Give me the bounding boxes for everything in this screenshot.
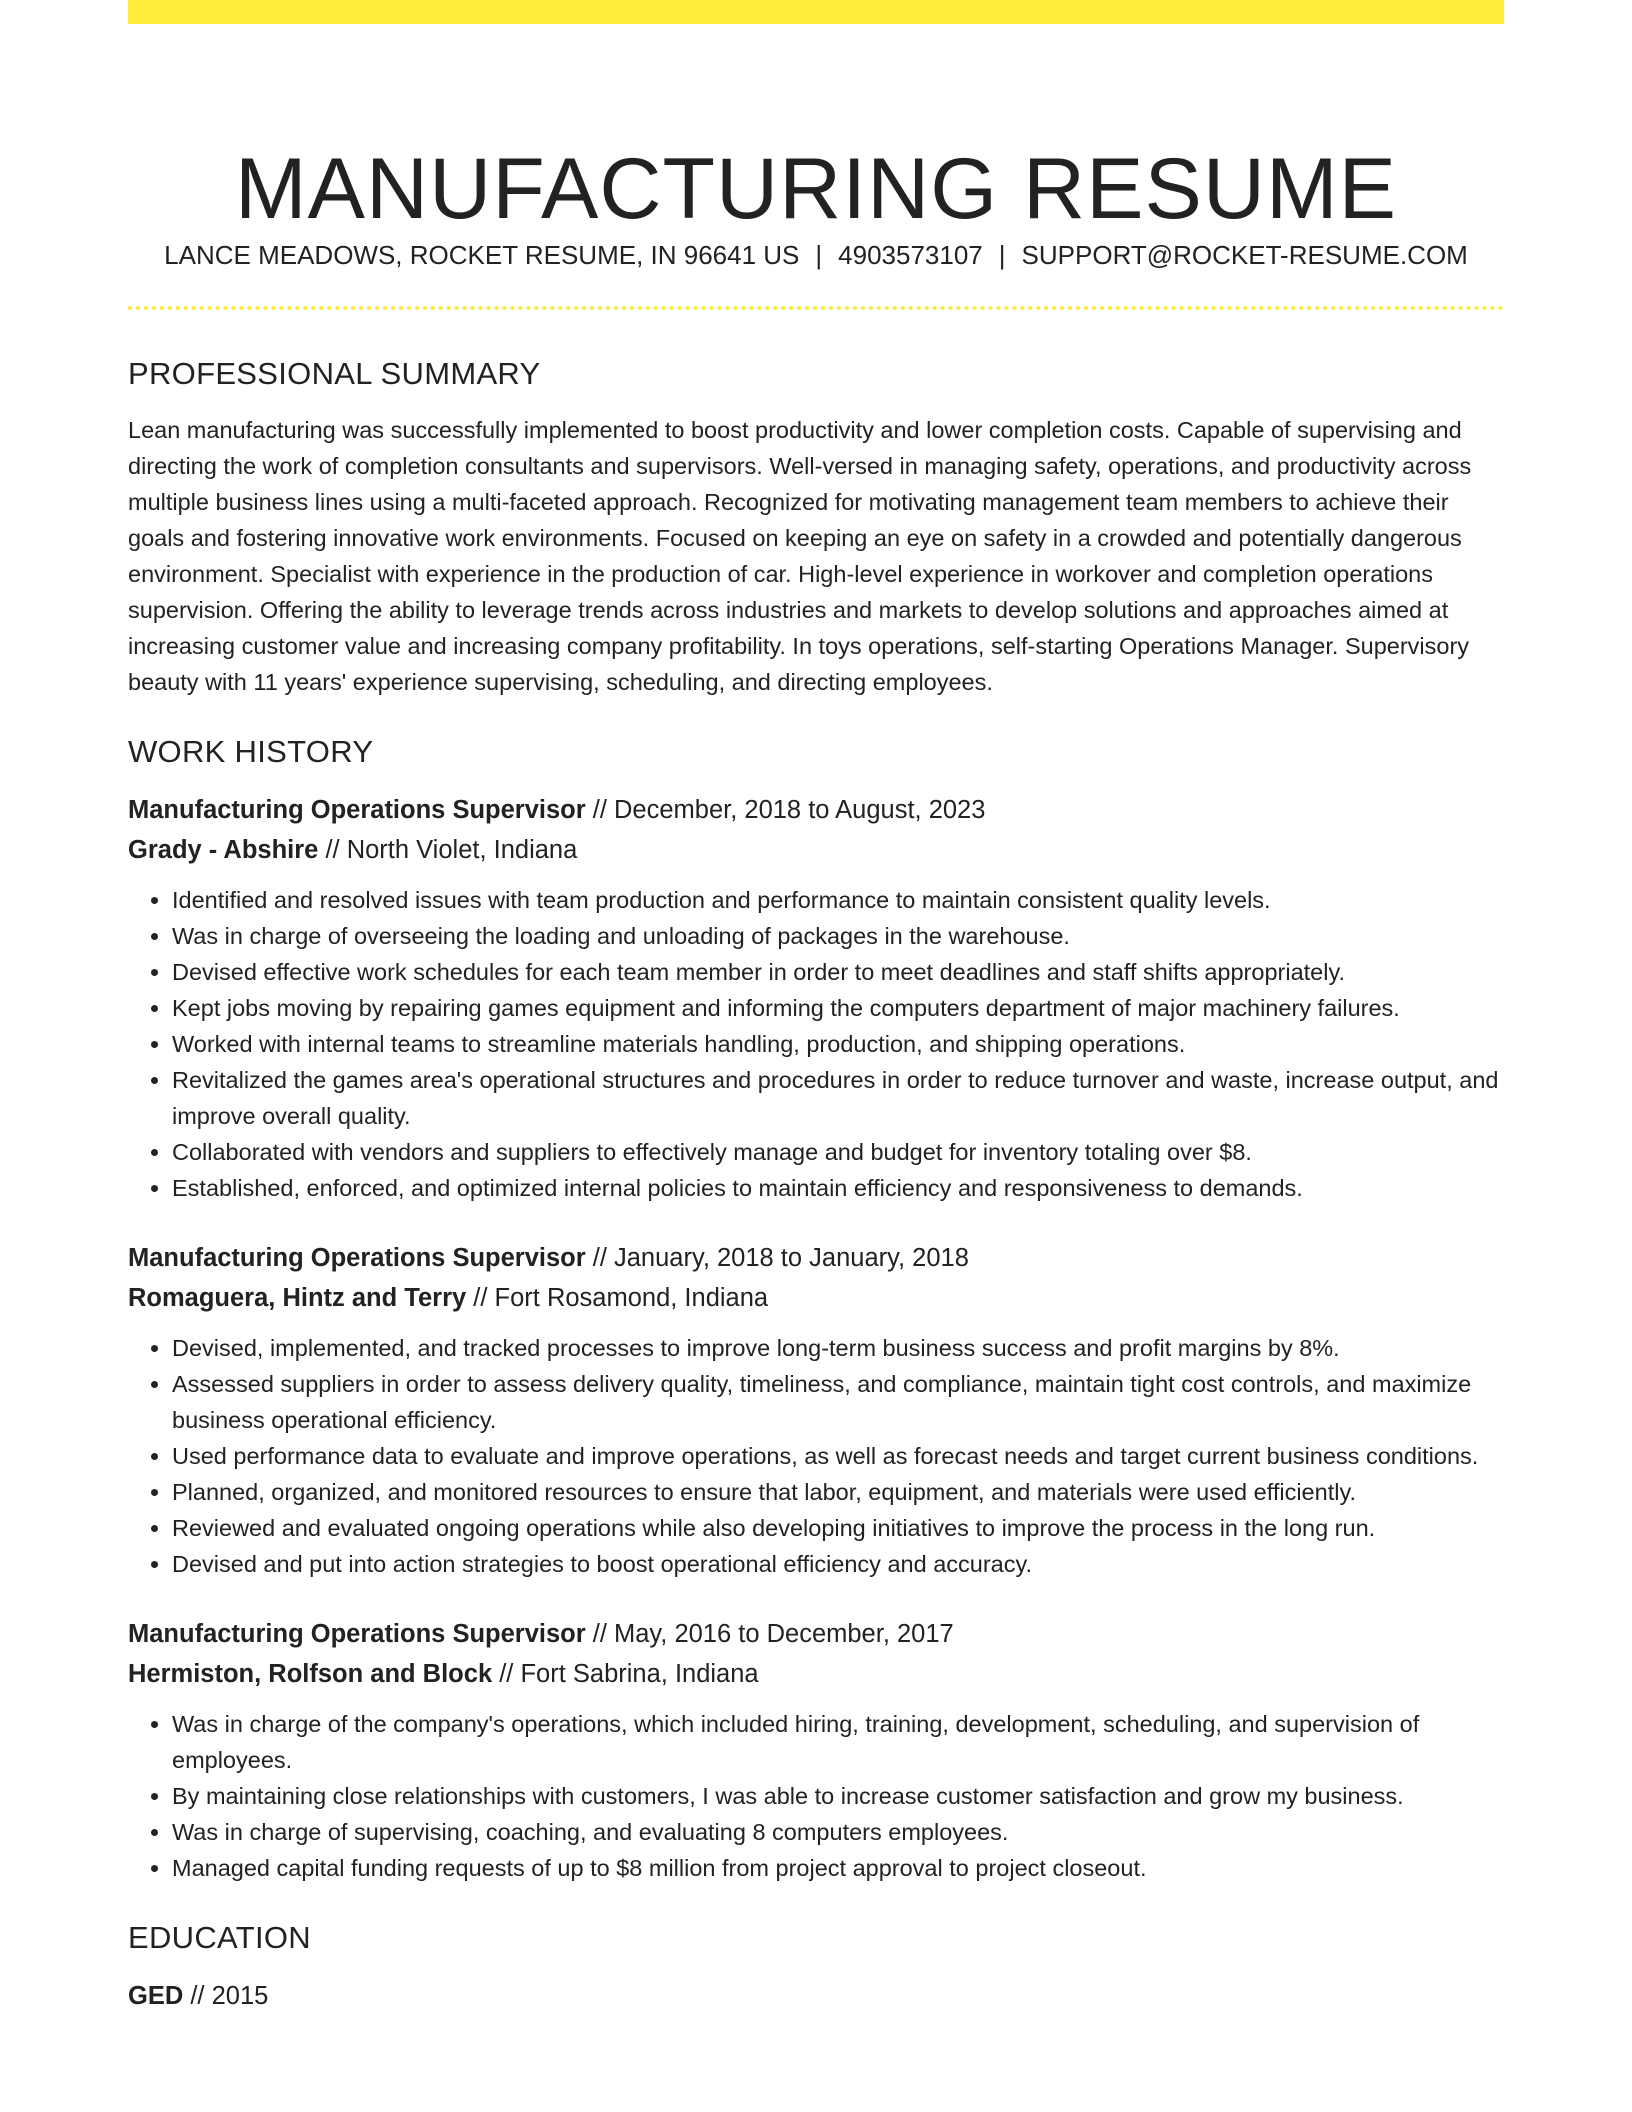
job-dates: // December, 2018 to August, 2023 xyxy=(585,796,986,824)
job-company-line xyxy=(128,1278,1504,1318)
job-company-line xyxy=(128,1654,1504,1694)
job-title: Manufacturing Operations Supervisor xyxy=(128,1244,586,1272)
job-title-line xyxy=(128,1238,1504,1278)
education-year: // 2015 xyxy=(183,1982,269,2010)
job-title-line xyxy=(128,1614,1504,1654)
resume-title: MANUFACTURING RESUME xyxy=(235,140,1397,237)
job-bullet: • Used performance data to evaluate and improve operations, as well as forecast needs and target current business conditions. xyxy=(172,1438,1504,1474)
section-heading-work-history: WORK HISTORY xyxy=(128,734,374,769)
job-location: // Fort Rosamond, Indiana xyxy=(466,1284,769,1312)
job-company: Romaguera, Hintz and Terry xyxy=(128,1284,467,1312)
job-bullet: • Revitalized the games area's operational structures and procedures in order to reduce turnover and waste, increase output, and improve overall quality. xyxy=(172,1062,1504,1134)
contact-email[interactable]: SUPPORT@ROCKET-RESUME.COM xyxy=(1021,240,1468,270)
section-heading-summary: PROFESSIONAL SUMMARY xyxy=(128,356,541,391)
job-bullet: • Devised, implemented, and tracked processes to improve long-term business success and profit margins by 8%. xyxy=(172,1330,1504,1366)
job-company: Grady - Abshire xyxy=(128,836,319,864)
professional-summary-section xyxy=(128,350,1504,700)
dotted-divider xyxy=(128,306,1504,310)
education-section xyxy=(128,1914,1504,2016)
summary-text: Lean manufacturing was successfully implemented to boost productivity and lower completion costs. Capable of supervising and directing the work of completion consultants and supervisors. Well-versed in managing safety, operations, and productivity across multiple business lines using a multi-faceted approach. Recognized for motivating management team members to achieve their goals and fostering innovative work environments. Focused on keeping an eye on safety in a crowded and potentially dangerous environment. Specialist with experience in the production of car. High-level experience in workover and completion operations supervision. Offering the ability to leverage trends across industries and markets to develop solutions and approaches aimed at increasing customer value and increasing company profitability. In toys operations, self-starting Operations Manager. Supervisory beauty with 11 years' experience supervising, scheduling, and directing employees. xyxy=(128,417,1472,695)
job-entry xyxy=(128,1614,1504,1886)
job-title: Manufacturing Operations Supervisor xyxy=(128,796,586,824)
job-bullet: • Established, enforced, and optimized internal policies to maintain efficiency and responsiveness to demands. xyxy=(172,1170,1504,1206)
job-bullet: • Was in charge of overseeing the loading and unloading of packages in the warehouse. xyxy=(172,918,1504,954)
job-bullet: • Kept jobs moving by repairing games equipment and informing the computers department of major machinery failures. xyxy=(172,990,1504,1026)
education-entry xyxy=(128,1976,1504,2016)
job-bullet: • Collaborated with vendors and suppliers to effectively manage and budget for inventory totaling over $8. xyxy=(172,1134,1504,1170)
job-bullet: • Reviewed and evaluated ongoing operations while also developing initiatives to improve the process in the long run. xyxy=(172,1510,1504,1546)
work-history-section xyxy=(128,728,1504,1886)
contact-address: LANCE MEADOWS, ROCKET RESUME, IN 96641 US xyxy=(164,240,800,270)
job-bullet-list xyxy=(128,1330,1504,1582)
job-bullet-list xyxy=(128,882,1504,1206)
job-bullet: • Identified and resolved issues with team production and performance to maintain consistent quality levels. xyxy=(172,882,1504,918)
resume-content xyxy=(128,350,1504,2016)
job-bullet: • Planned, organized, and monitored resources to ensure that labor, equipment, and materials were used efficiently. xyxy=(172,1474,1504,1510)
job-bullet: • Worked with internal teams to streamline materials handling, production, and shipping operations. xyxy=(172,1026,1504,1062)
job-entry xyxy=(128,790,1504,1206)
job-location: // North Violet, Indiana xyxy=(318,836,578,864)
job-title-line xyxy=(128,790,1504,830)
section-heading-education: EDUCATION xyxy=(128,1920,311,1955)
job-dates: // January, 2018 to January, 2018 xyxy=(585,1244,969,1272)
job-entry xyxy=(128,1238,1504,1582)
job-bullet: • By maintaining close relationships with customers, I was able to increase customer satisfaction and grow my business. xyxy=(172,1778,1504,1814)
job-bullet: • Was in charge of supervising, coaching, and evaluating 8 computers employees. xyxy=(172,1814,1504,1850)
contact-separator: | xyxy=(998,240,1006,270)
job-title: Manufacturing Operations Supervisor xyxy=(128,1620,586,1648)
job-company: Hermiston, Rolfson and Block xyxy=(128,1660,493,1688)
job-bullet-list xyxy=(128,1706,1504,1886)
job-bullet: • Devised effective work schedules for each team member in order to meet deadlines and staff shifts appropriately. xyxy=(172,954,1504,990)
job-bullet: • Was in charge of the company's operations, which included hiring, training, development, scheduling, and supervision of employees. xyxy=(172,1706,1504,1778)
job-company-line xyxy=(128,830,1504,870)
job-dates: // May, 2016 to December, 2017 xyxy=(585,1620,954,1648)
top-accent-bar xyxy=(128,0,1504,24)
job-location: // Fort Sabrina, Indiana xyxy=(492,1660,759,1688)
job-bullet: • Devised and put into action strategies to boost operational efficiency and accuracy. xyxy=(172,1546,1504,1582)
education-degree: GED xyxy=(128,1982,184,2010)
contact-separator: | xyxy=(815,240,823,270)
contact-line xyxy=(128,236,1504,274)
contact-phone: 4903573107 xyxy=(838,240,983,270)
job-bullet: • Assessed suppliers in order to assess delivery quality, timeliness, and compliance, maintain tight cost controls, and maximize business operational efficiency. xyxy=(172,1366,1504,1438)
job-bullet: • Managed capital funding requests of up to $8 million from project approval to project closeout. xyxy=(172,1850,1504,1886)
